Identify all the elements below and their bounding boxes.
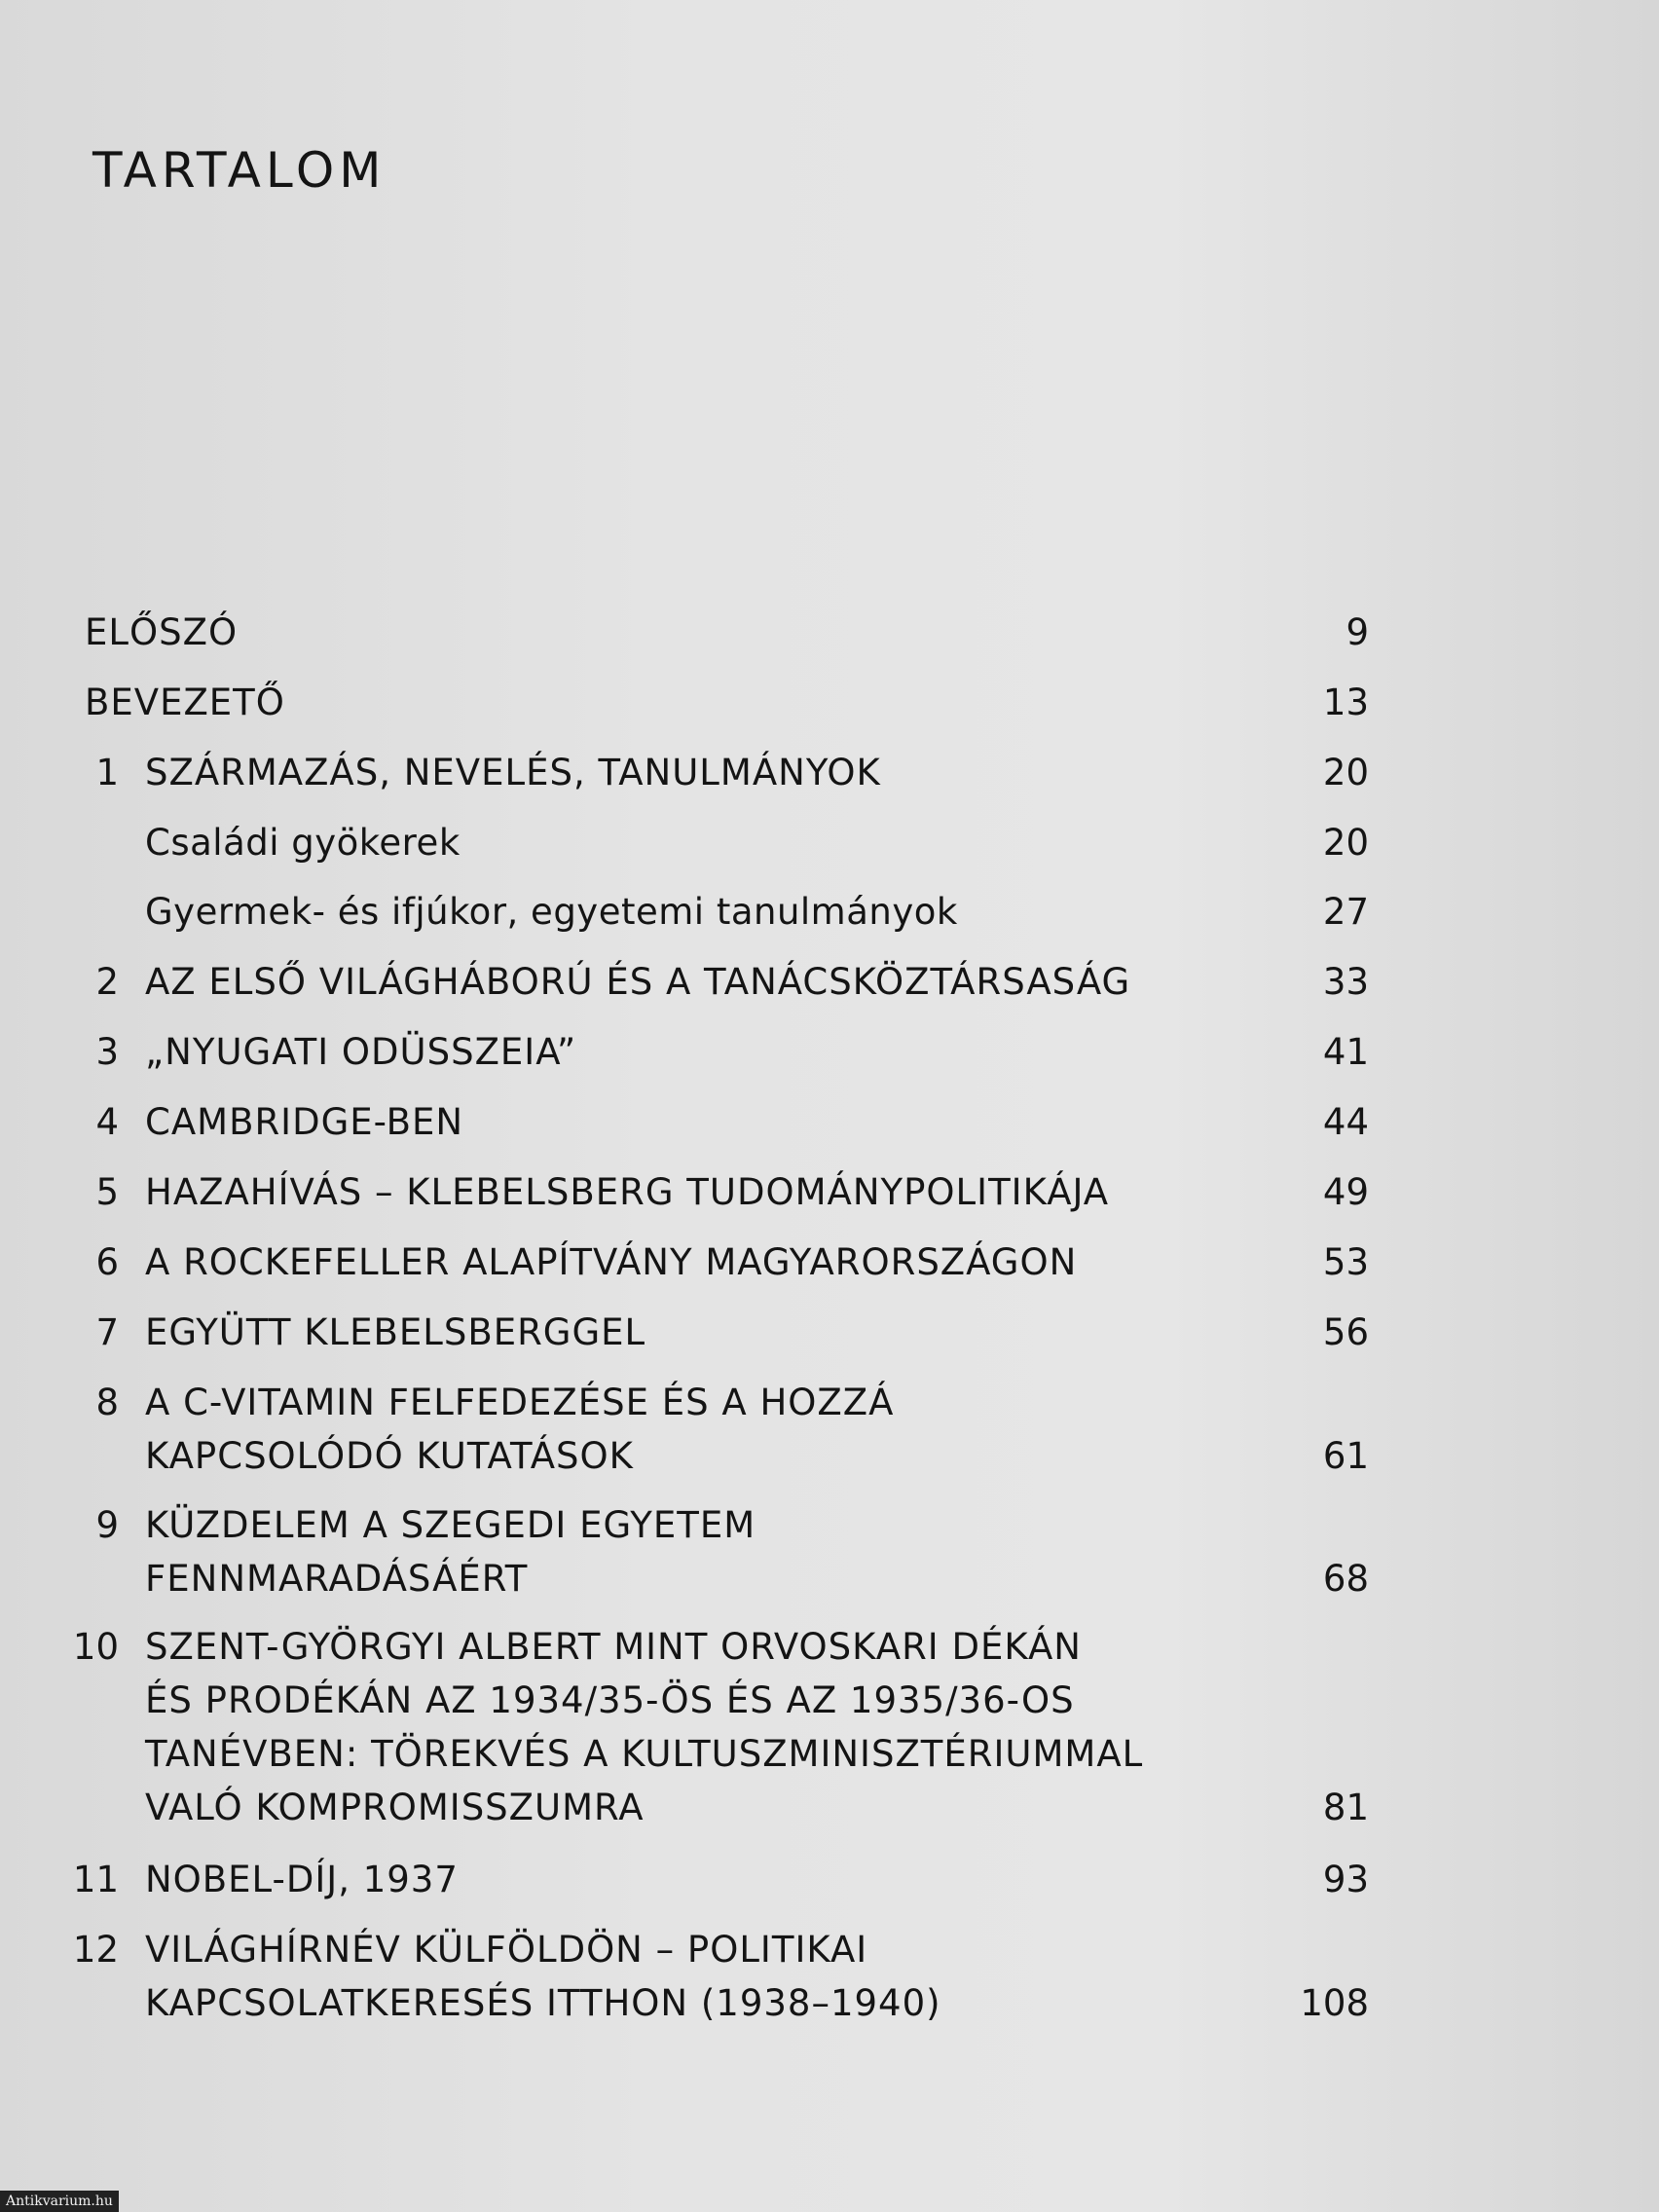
page-number: 20 [1322, 752, 1369, 793]
entry-title-line: SZÁRMAZÁS, NEVELÉS, TANULMÁNYOK [145, 752, 881, 793]
page-number: 108 [1300, 1982, 1369, 2024]
page-number: 27 [1322, 891, 1369, 933]
entry-title [145, 1028, 1265, 1082]
entry-title [85, 608, 1204, 662]
page-number: 20 [1322, 822, 1369, 864]
chapter-number: 9 [95, 1504, 119, 1546]
page-number: 13 [1322, 682, 1369, 723]
entry-title-line: KAPCSOLATKERESÉS ITTHON (1938–1940) [145, 1982, 941, 2024]
page-number: 56 [1322, 1311, 1369, 1353]
chapter-number: 12 [72, 1929, 119, 1971]
entry-title [145, 1098, 1265, 1152]
toc-heading: TARTALOM [92, 141, 387, 199]
entry-title [145, 1238, 1265, 1292]
entry-title-line: A C-VITAMIN FELFEDEZÉSE ÉS A HOZZÁ [145, 1382, 895, 1423]
page-number: 9 [1346, 611, 1369, 653]
page-number: 44 [1322, 1101, 1369, 1143]
page-number: 41 [1322, 1031, 1369, 1073]
entry-title-line: HAZAHÍVÁS – KLEBELSBERG TUDOMÁNYPOLITIKÁJA [145, 1171, 1110, 1213]
page-number: 53 [1322, 1241, 1369, 1283]
page-number: 61 [1322, 1435, 1369, 1477]
chapter-number: 8 [95, 1382, 119, 1423]
entry-title [145, 958, 1265, 1012]
entry-title [85, 679, 1204, 732]
entry-title-line: A ROCKEFELLER ALAPÍTVÁNY MAGYARORSZÁGON [145, 1241, 1078, 1283]
entry-title-line: FENNMARADÁSÁÉRT [145, 1558, 529, 1600]
entry-title-line: ELŐSZÓ [85, 611, 239, 653]
page-number: 81 [1322, 1787, 1369, 1828]
chapter-number: 3 [95, 1031, 119, 1073]
entry-title-line: ÉS PRODÉKÁN AZ 1934/35-ÖS ÉS AZ 1935/36-OS [145, 1679, 1075, 1721]
entry-title [145, 1168, 1265, 1222]
entry-title [145, 1309, 1265, 1362]
chapter-number: 5 [95, 1171, 119, 1213]
entry-title [145, 1501, 1265, 1608]
entry-title-line: SZENT-GYÖRGYI ALBERT MINT ORVOSKARI DÉKÁN [145, 1626, 1082, 1668]
entry-title-line: KAPCSOLÓDÓ KUTATÁSOK [145, 1435, 634, 1477]
entry-title [145, 819, 1265, 872]
chapter-number: 7 [95, 1311, 119, 1353]
entry-title [145, 749, 1265, 802]
entry-title-line: TANÉVBEN: TÖREKVÉS A KULTUSZMINISZTÉRIUMMAL [145, 1733, 1144, 1775]
page-number: 33 [1322, 961, 1369, 1003]
entry-title-line: EGYÜTT KLEBELSBERGGEL [145, 1311, 646, 1353]
watermark: Antikvarium.hu [0, 2191, 119, 2212]
entry-title-line: NOBEL-DÍJ, 1937 [145, 1859, 459, 1900]
entry-title [145, 1856, 1265, 1909]
entry-title-line: AZ ELSŐ VILÁGHÁBORÚ ÉS A TANÁCSKÖZTÁRSASÁG [145, 961, 1131, 1003]
chapter-number: 6 [95, 1241, 119, 1283]
page-number: 68 [1322, 1558, 1369, 1600]
entry-title-line: BEVEZETŐ [85, 682, 285, 723]
page-number: 49 [1322, 1171, 1369, 1213]
entry-title [145, 1623, 1265, 1837]
entry-title-line: VALÓ KOMPROMISSZUMRA [145, 1787, 645, 1828]
chapter-number: 10 [72, 1626, 119, 1668]
entry-title-line: KÜZDELEM A SZEGEDI EGYETEM [145, 1504, 756, 1546]
chapter-number: 2 [95, 961, 119, 1003]
entry-title-line: Gyermek- és ifjúkor, egyetemi tanulmányok [145, 891, 958, 933]
chapter-number: 1 [95, 752, 119, 793]
entry-title-line: Családi gyökerek [145, 822, 461, 864]
entry-title [145, 1926, 1265, 2033]
page-number: 93 [1322, 1859, 1369, 1900]
entry-title-line: VILÁGHÍRNÉV KÜLFÖLDÖN – POLITIKAI [145, 1929, 868, 1971]
entry-title-line: „NYUGATI ODÜSSZEIA” [145, 1031, 577, 1073]
entry-title-line: CAMBRIDGE-BEN [145, 1101, 464, 1143]
chapter-number: 11 [72, 1859, 119, 1900]
entry-title [145, 888, 1265, 941]
chapter-number: 4 [95, 1101, 119, 1143]
entry-title [145, 1379, 1265, 1486]
